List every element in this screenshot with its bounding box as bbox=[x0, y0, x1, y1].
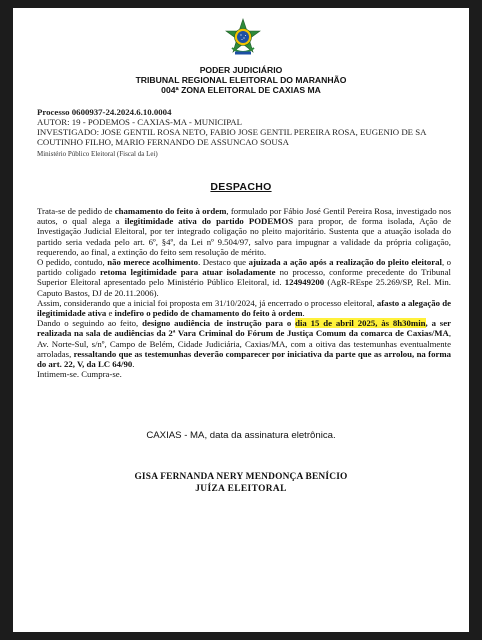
text-run: , o partido coligado bbox=[37, 257, 451, 278]
bold-run: ajuizada a ação após a realização do pleito eleitoral bbox=[248, 257, 442, 268]
autor-line: AUTOR: 19 - PODEMOS - CAXIAS-MA - MUNICIPAL bbox=[37, 117, 243, 127]
text-run: no processo, conforme precedente do Tribunal Superior Eleitoral apresentado pelo Ministério Público Eleitoral, id. bbox=[37, 267, 451, 288]
process-number: Processo 0600937-24.2024.6.10.0004 bbox=[37, 107, 172, 117]
signature-name: GISA FERNANDA NERY MENDONÇA BENÍCIO bbox=[134, 472, 348, 482]
text-run: . bbox=[302, 308, 305, 319]
text-run: , formulado por Fábio José Gentil Pereira Rosa, investigado nos autos, o qual alega a bbox=[37, 206, 451, 227]
header-poder-judiciario: PODER JUDICIÁRIO bbox=[199, 65, 283, 75]
text-run: para propor, de forma isolada, Ação de Investigação Judicial Eleitoral, por ter integrado coligação no pleito majoritário. Sustenta que a atuação isolada do partido seria vedada pelo art. 6º, §4º, da Lei nº 9.504/97, salvo para impugnar a validade da própria coligação, requerendo, ao final, a extinção do feito sem resolução de mérito. bbox=[37, 216, 451, 257]
bold-run: afasto a alegação de ilegitimidade ativa bbox=[37, 297, 452, 319]
bold-run: designo audiência de instrução para o bbox=[142, 318, 296, 329]
paragraph-3 bbox=[37, 298, 451, 318]
bold-run: retoma legitimidade para atuar isoladamente bbox=[99, 267, 276, 278]
text-run: e bbox=[106, 308, 115, 319]
document-title: DESPACHO bbox=[210, 181, 272, 193]
header-zona-eleitoral: 004ª ZONA ELEITORAL DE CAXIAS MA bbox=[161, 85, 321, 95]
text-run: . Destaco que bbox=[198, 257, 249, 268]
header-tribunal: TRIBUNAL REGIONAL ELEITORAL DO MARANHÃO bbox=[135, 75, 347, 85]
paragraph-4 bbox=[37, 318, 451, 369]
document-page bbox=[13, 8, 469, 632]
bold-run: , a ser realizada na sala de audiências da 2ª Vara Criminal do Fórum de Justiça Comum da comarca de Caxias/MA bbox=[37, 318, 451, 339]
bold-run: ilegitimidade ativa do partido PODEMOS bbox=[124, 216, 294, 227]
text-run: Trata-se de pedido de bbox=[37, 206, 115, 216]
text-run: O pedido, contudo, bbox=[37, 257, 108, 268]
paragraph-5: Intimem-se. Cumpra-se. bbox=[37, 369, 122, 380]
text-run: . bbox=[132, 359, 135, 370]
bold-run: ressaltando que as testemunhas deverão comparecer por iniciativa da parte que as arrolou, na forma do art. 22, V, da LC 64/90 bbox=[37, 348, 451, 370]
bold-run: 124949200 bbox=[284, 277, 325, 288]
text-run: (AgR-REspe 25.269/SP, Rel. Min. Caputo Bastos, DJ de 20.11.2006). bbox=[37, 277, 451, 298]
paragraph-2 bbox=[37, 257, 451, 298]
highlighted-hearing-date: dia 15 de abril 2025, às 8h30min bbox=[295, 318, 426, 329]
text-run: , Av. Norte-Sul, s/nº, Campo de Belém, Cidade Judiciária, Caxias/MA, com a oitiva das testemunhas eventualmente arroladas, bbox=[37, 328, 451, 359]
investigado-line: INVESTIGADO: JOSE GENTIL ROSA NETO, FABIO JOSE GENTIL PEREIRA ROSA, EUGENIO DE SA COUTINHO FILHO, MARIO FERNANDO DE ASSUNCAO SOUSA bbox=[37, 127, 427, 148]
bold-run: indefiro o pedido de chamamento do feito à ordem bbox=[114, 308, 303, 319]
document-body bbox=[37, 206, 451, 379]
text-run: Dando o seguindo ao feito, bbox=[37, 318, 143, 329]
bold-run: não merece acolhimento bbox=[107, 257, 199, 268]
signature-role: JUÍZA ELEITORAL bbox=[195, 484, 287, 494]
text-run: Assim, considerando que a inicial foi proposta em 31/10/2024, já encerrado o processo eleitoral, bbox=[37, 297, 377, 308]
city-date-line: CAXIAS - MA, data da assinatura eletrônica. bbox=[146, 430, 336, 441]
ministerio-publico-line: Ministério Público Eleitoral (Fiscal da Lei) bbox=[37, 150, 158, 158]
paragraph-1 bbox=[37, 206, 451, 257]
brazil-coat-of-arms-icon bbox=[223, 18, 263, 58]
bold-run: chamamento do feito à ordem bbox=[114, 206, 227, 216]
